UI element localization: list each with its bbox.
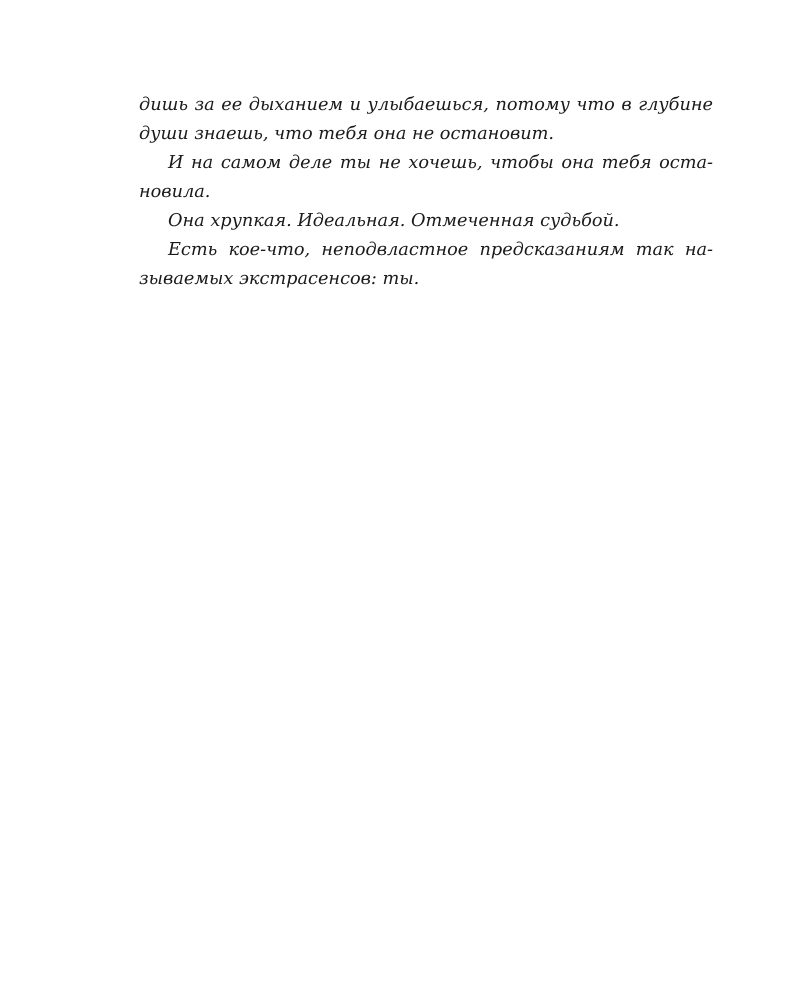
text-line: Она хрупкая. Идеальная. Отмеченная судьбой.: [168, 211, 620, 231]
text-line: дишь за ее дыханием и улыбаешься, потому что в глубине: [139, 95, 713, 115]
text-line: новила.: [139, 182, 211, 202]
text-line: И на самом деле ты не хочешь, чтобы она тебя оста-: [168, 153, 713, 173]
text-line: зываемых экстрасенсов: ты.: [139, 269, 420, 289]
text-line: души знаешь, что тебя она не остановит.: [139, 124, 555, 144]
text-line: Есть кое-что, неподвластное предсказаниям так на-: [168, 240, 713, 260]
body-text: [139, 91, 713, 294]
